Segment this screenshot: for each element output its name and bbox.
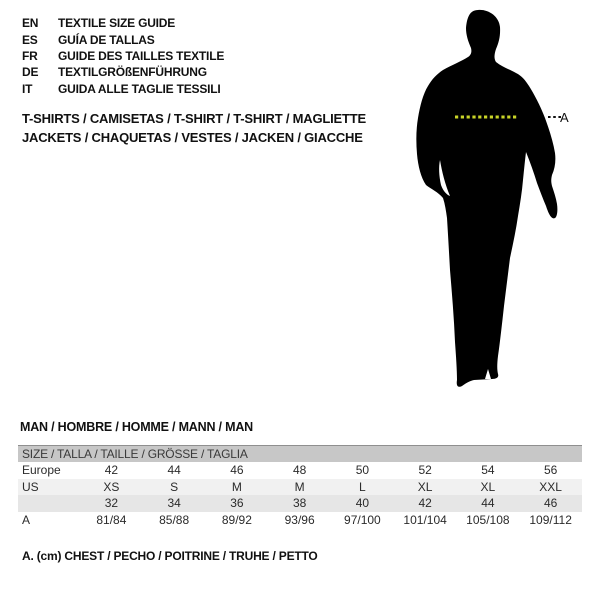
language-row-es [22,31,224,47]
size-cell: S [170,479,179,494]
row-label: A [22,512,31,527]
table-row-europe [18,462,582,479]
row-label: Europe [22,463,61,477]
table-row-alt-sizes [18,495,582,512]
size-cell: 109/112 [529,512,572,527]
language-row-de [22,64,224,80]
language-row-it [22,81,224,97]
size-cell: 85/88 [159,512,190,527]
size-cell: XS [103,479,120,494]
size-cell: XL [417,479,433,494]
size-cell: 32 [104,496,119,510]
language-row-en [22,15,224,31]
size-cell: 50 [355,463,370,477]
language-code: FR [22,48,38,63]
language-code: DE [22,65,39,80]
size-cell: L [359,479,366,494]
product-categories [22,109,366,147]
man-silhouette-shape [416,10,557,387]
size-cell: 52 [418,463,432,477]
size-cell: 56 [543,463,558,477]
size-table-header: SIZE / TALLA / TAILLE / GRÖSSE / TAGLIA [18,445,582,462]
language-title: GUIDE DES TAILLES TEXTILE [58,48,225,63]
language-code: IT [22,81,33,96]
language-title: TEXTILE SIZE GUIDE [58,16,176,31]
size-cell: 44 [167,463,181,477]
language-code: ES [22,32,38,47]
measurement-footnote: A. (cm) CHEST / PECHO / POITRINE / TRUHE / PETTO [22,549,318,563]
size-cell: M [231,479,242,494]
language-title: GUÍA DE TALLAS [58,32,155,47]
product-line-tshirts: T-SHIRTS / CAMISETAS / T-SHIRT / T-SHIRT / MAGLIETTE [22,111,366,126]
size-cell: 36 [230,496,244,510]
size-cell: 93/96 [284,512,315,527]
table-row-us [18,479,582,496]
language-title: TEXTILGRÖßENFÜHRUNG [58,65,207,80]
size-cell: 42 [104,463,119,477]
size-cell: XXL [539,479,562,494]
size-cell: M [294,479,305,494]
language-list [22,15,224,97]
size-cell: 48 [292,463,307,477]
size-cell: 38 [292,496,307,510]
section-title-man: MAN / HOMBRE / HOMME / MANN / MAN [20,420,253,434]
size-cell: 105/108 [466,512,510,527]
row-label: US [22,479,39,494]
size-cell: XL [480,479,496,494]
size-cell: 40 [355,496,370,510]
size-cell: 97/100 [344,512,381,527]
size-cell: 81/84 [96,512,127,527]
size-cell: 42 [418,496,432,510]
size-cell: 46 [543,496,558,510]
language-code: EN [22,16,39,31]
size-cell: 44 [481,496,495,510]
language-title: GUIDA ALLE TAGLIE TESSILI [58,81,221,96]
size-cell: 46 [230,463,244,477]
size-cell: 54 [481,463,495,477]
size-cell: 34 [167,496,181,510]
man-silhouette [412,8,582,388]
size-table [18,445,582,528]
measure-label-a: A [560,110,569,125]
product-line-jackets: JACKETS / CHAQUETAS / VESTES / JACKEN / GIACCHE [22,130,363,145]
row-label [18,495,80,512]
language-row-fr [22,48,224,64]
table-row-chest-cm [18,512,582,529]
size-cell: 101/104 [403,512,447,527]
size-cell: 89/92 [221,512,252,527]
